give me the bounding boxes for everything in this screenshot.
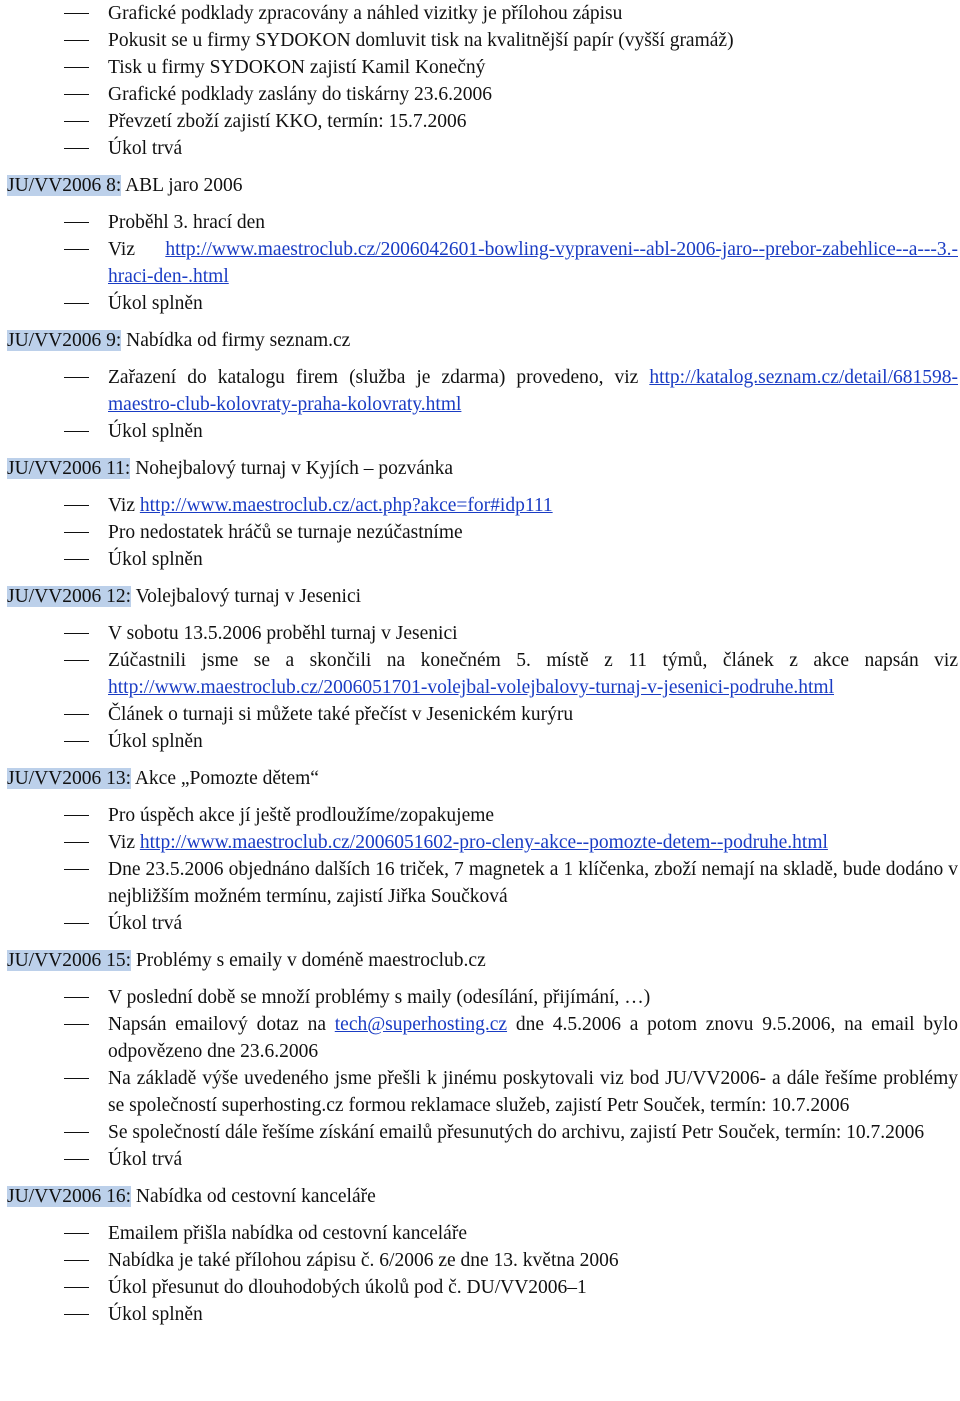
list-item — [0, 519, 960, 546]
list-item — [0, 910, 960, 937]
section-title: Nohejbalový turnaj v Kyjích – pozvánka — [130, 458, 454, 479]
hyperlink[interactable]: tech@superhosting.cz — [334, 1014, 508, 1035]
list-item — [0, 290, 960, 317]
item-text: Viz — [108, 832, 140, 853]
item-text: V sobotu 13.5.2006 proběhl turnaj v Jesenici — [108, 623, 458, 644]
item-text: Se společností dále řešíme získání emailů přesunutých do archivu, zajistí Petr Souček, termín: 10.7.2006 — [108, 1122, 925, 1143]
section-title: Problémy s emaily v doméně maestroclub.cz — [131, 950, 486, 971]
list-item — [0, 1065, 960, 1119]
list-item — [0, 27, 960, 54]
list-item — [0, 1011, 960, 1065]
section-code: JU/VV2006 11: — [7, 458, 131, 479]
section-heading — [0, 947, 960, 974]
section-title: Nabídka od cestovní kanceláře — [131, 1186, 376, 1207]
list-item — [0, 1146, 960, 1173]
item-text: Pokusit se u firmy SYDOKON domluvit tisk na kvalitnější papír (vyšší gramáž) — [108, 30, 734, 51]
item-text: Viz — [108, 495, 140, 516]
hyperlink[interactable]: http://www.maestroclub.cz/act.php?akce=for#idp111 — [139, 495, 553, 516]
item-text: Proběhl 3. hrací den — [108, 212, 266, 233]
hyperlink[interactable]: http://katalog.seznam.cz/detail/681598-maestro-club-kolovraty-praha-kolovraty.html — [108, 367, 958, 415]
list-item — [0, 620, 960, 647]
list-item — [0, 1301, 960, 1328]
section-title: Volejbalový turnaj v Jesenici — [131, 586, 362, 607]
list-item — [0, 418, 960, 445]
item-text: Na základě výše uvedeného jsme přešli k jinému poskytovali viz bod JU/VV2006- a dále řešíme problémy se společností superhosting.cz formou reklamace služeb, zajistí Petr Souček, termín: 10.7.2006 — [108, 1068, 958, 1116]
list-item — [0, 1247, 960, 1274]
list-item — [0, 54, 960, 81]
section-title: Nabídka od firmy seznam.cz — [121, 330, 351, 351]
hyperlink[interactable]: http://www.maestroclub.cz/2006042601-bowling-vypraveni--abl-2006-jaro--prebor-zabehlice--a---3.-hraci-den-.html — [108, 239, 958, 287]
item-text: Úkol trvá — [108, 913, 183, 934]
list-item — [0, 1220, 960, 1247]
item-text: Úkol přesunut do dlouhodobých úkolů pod č. DU/VV2006–1 — [108, 1277, 587, 1298]
item-text: Úkol splněn — [108, 549, 203, 570]
list-item — [0, 108, 960, 135]
section-heading — [0, 327, 960, 354]
item-text: Tisk u firmy SYDOKON zajistí Kamil Konečný — [108, 57, 486, 78]
list-item — [0, 802, 960, 829]
list-item — [0, 1274, 960, 1301]
list-item — [0, 135, 960, 162]
section-heading — [0, 583, 960, 610]
list-item — [0, 546, 960, 573]
item-text: dne 4.5.2006 a potom znovu 9.5.2006, na email bylo odpovězeno dne 23.6.2006 — [108, 1014, 958, 1062]
item-text: Úkol splněn — [108, 731, 203, 752]
item-text: Emailem přišla nabídka od cestovní kanceláře — [108, 1223, 467, 1244]
item-text: Převzetí zboží zajistí KKO, termín: 15.7.2006 — [108, 111, 467, 132]
item-text: Pro nedostatek hráčů se turnaje nezúčastníme — [108, 522, 463, 543]
item-text: Úkol splněn — [108, 1304, 203, 1325]
item-text: Úkol trvá — [108, 1149, 183, 1170]
section-code: JU/VV2006 15: — [7, 950, 132, 971]
list-item — [0, 647, 960, 701]
item-text: Úkol splněn — [108, 421, 203, 442]
section-heading — [0, 172, 960, 199]
list-item — [0, 364, 960, 418]
item-text: Zařazení do katalogu firem (služba je zdarma) provedeno, viz — [108, 367, 650, 388]
section-heading — [0, 455, 960, 482]
item-text: Napsán emailový dotaz na — [108, 1014, 335, 1035]
list-item — [0, 728, 960, 755]
section-heading — [0, 1183, 960, 1210]
list-item — [0, 0, 960, 27]
list-item — [0, 209, 960, 236]
item-text: Grafické podklady zaslány do tiskárny 23.6.2006 — [108, 84, 492, 105]
list-item — [0, 856, 960, 910]
section-code: JU/VV2006 8: — [7, 175, 122, 196]
list-item — [0, 81, 960, 108]
list-item — [0, 829, 960, 856]
list-item — [0, 984, 960, 1011]
section-heading — [0, 765, 960, 792]
section-code: JU/VV2006 13: — [7, 768, 132, 789]
item-text: Článek o turnaji si můžete také přečíst v Jesenickém kurýru — [108, 704, 574, 725]
item-text: V poslední době se množí problémy s maily (odesílání, přijímání, …) — [108, 987, 651, 1008]
list-item — [0, 492, 960, 519]
item-text: Úkol splněn — [108, 293, 203, 314]
hyperlink[interactable]: http://www.maestroclub.cz/2006051602-pro-cleny-akce--pomozte-detem--podruhe.html — [139, 832, 828, 853]
item-text: Pro úspěch akce jí ještě prodloužíme/zopakujeme — [108, 805, 495, 826]
item-text: Dne 23.5.2006 objednáno dalších 16 triček, 7 magnetek a 1 klíčenka, zboží nemají na skladě, bude dodáno v nejbližším možném termínu, zajistí Jiřka Součková — [108, 859, 958, 907]
item-text: Viz — [108, 239, 166, 260]
section-code: JU/VV2006 12: — [7, 586, 132, 607]
list-item — [0, 701, 960, 728]
item-text: Grafické podklady zpracovány a náhled vizitky je přílohou zápisu — [108, 3, 623, 24]
list-item — [0, 1119, 960, 1146]
section-code: JU/VV2006 9: — [7, 330, 122, 351]
hyperlink[interactable]: http://www.maestroclub.cz/2006051701-volejbal-volejbalovy-turnaj-v-jesenici-podruhe.html — [108, 677, 835, 698]
item-text: Nabídka je také přílohou zápisu č. 6/2006 ze dne 13. května 2006 — [108, 1250, 619, 1271]
item-text: Úkol trvá — [108, 138, 183, 159]
section-title: Akce „Pomozte dětem“ — [131, 768, 319, 789]
section-title: ABL jaro 2006 — [121, 175, 243, 196]
section-code: JU/VV2006 16: — [7, 1186, 132, 1207]
item-text: Zúčastnili jsme se a skončili na konečném 5. místě z 11 týmů, článek z akce napsán viz — [108, 650, 958, 671]
list-item — [0, 236, 960, 290]
